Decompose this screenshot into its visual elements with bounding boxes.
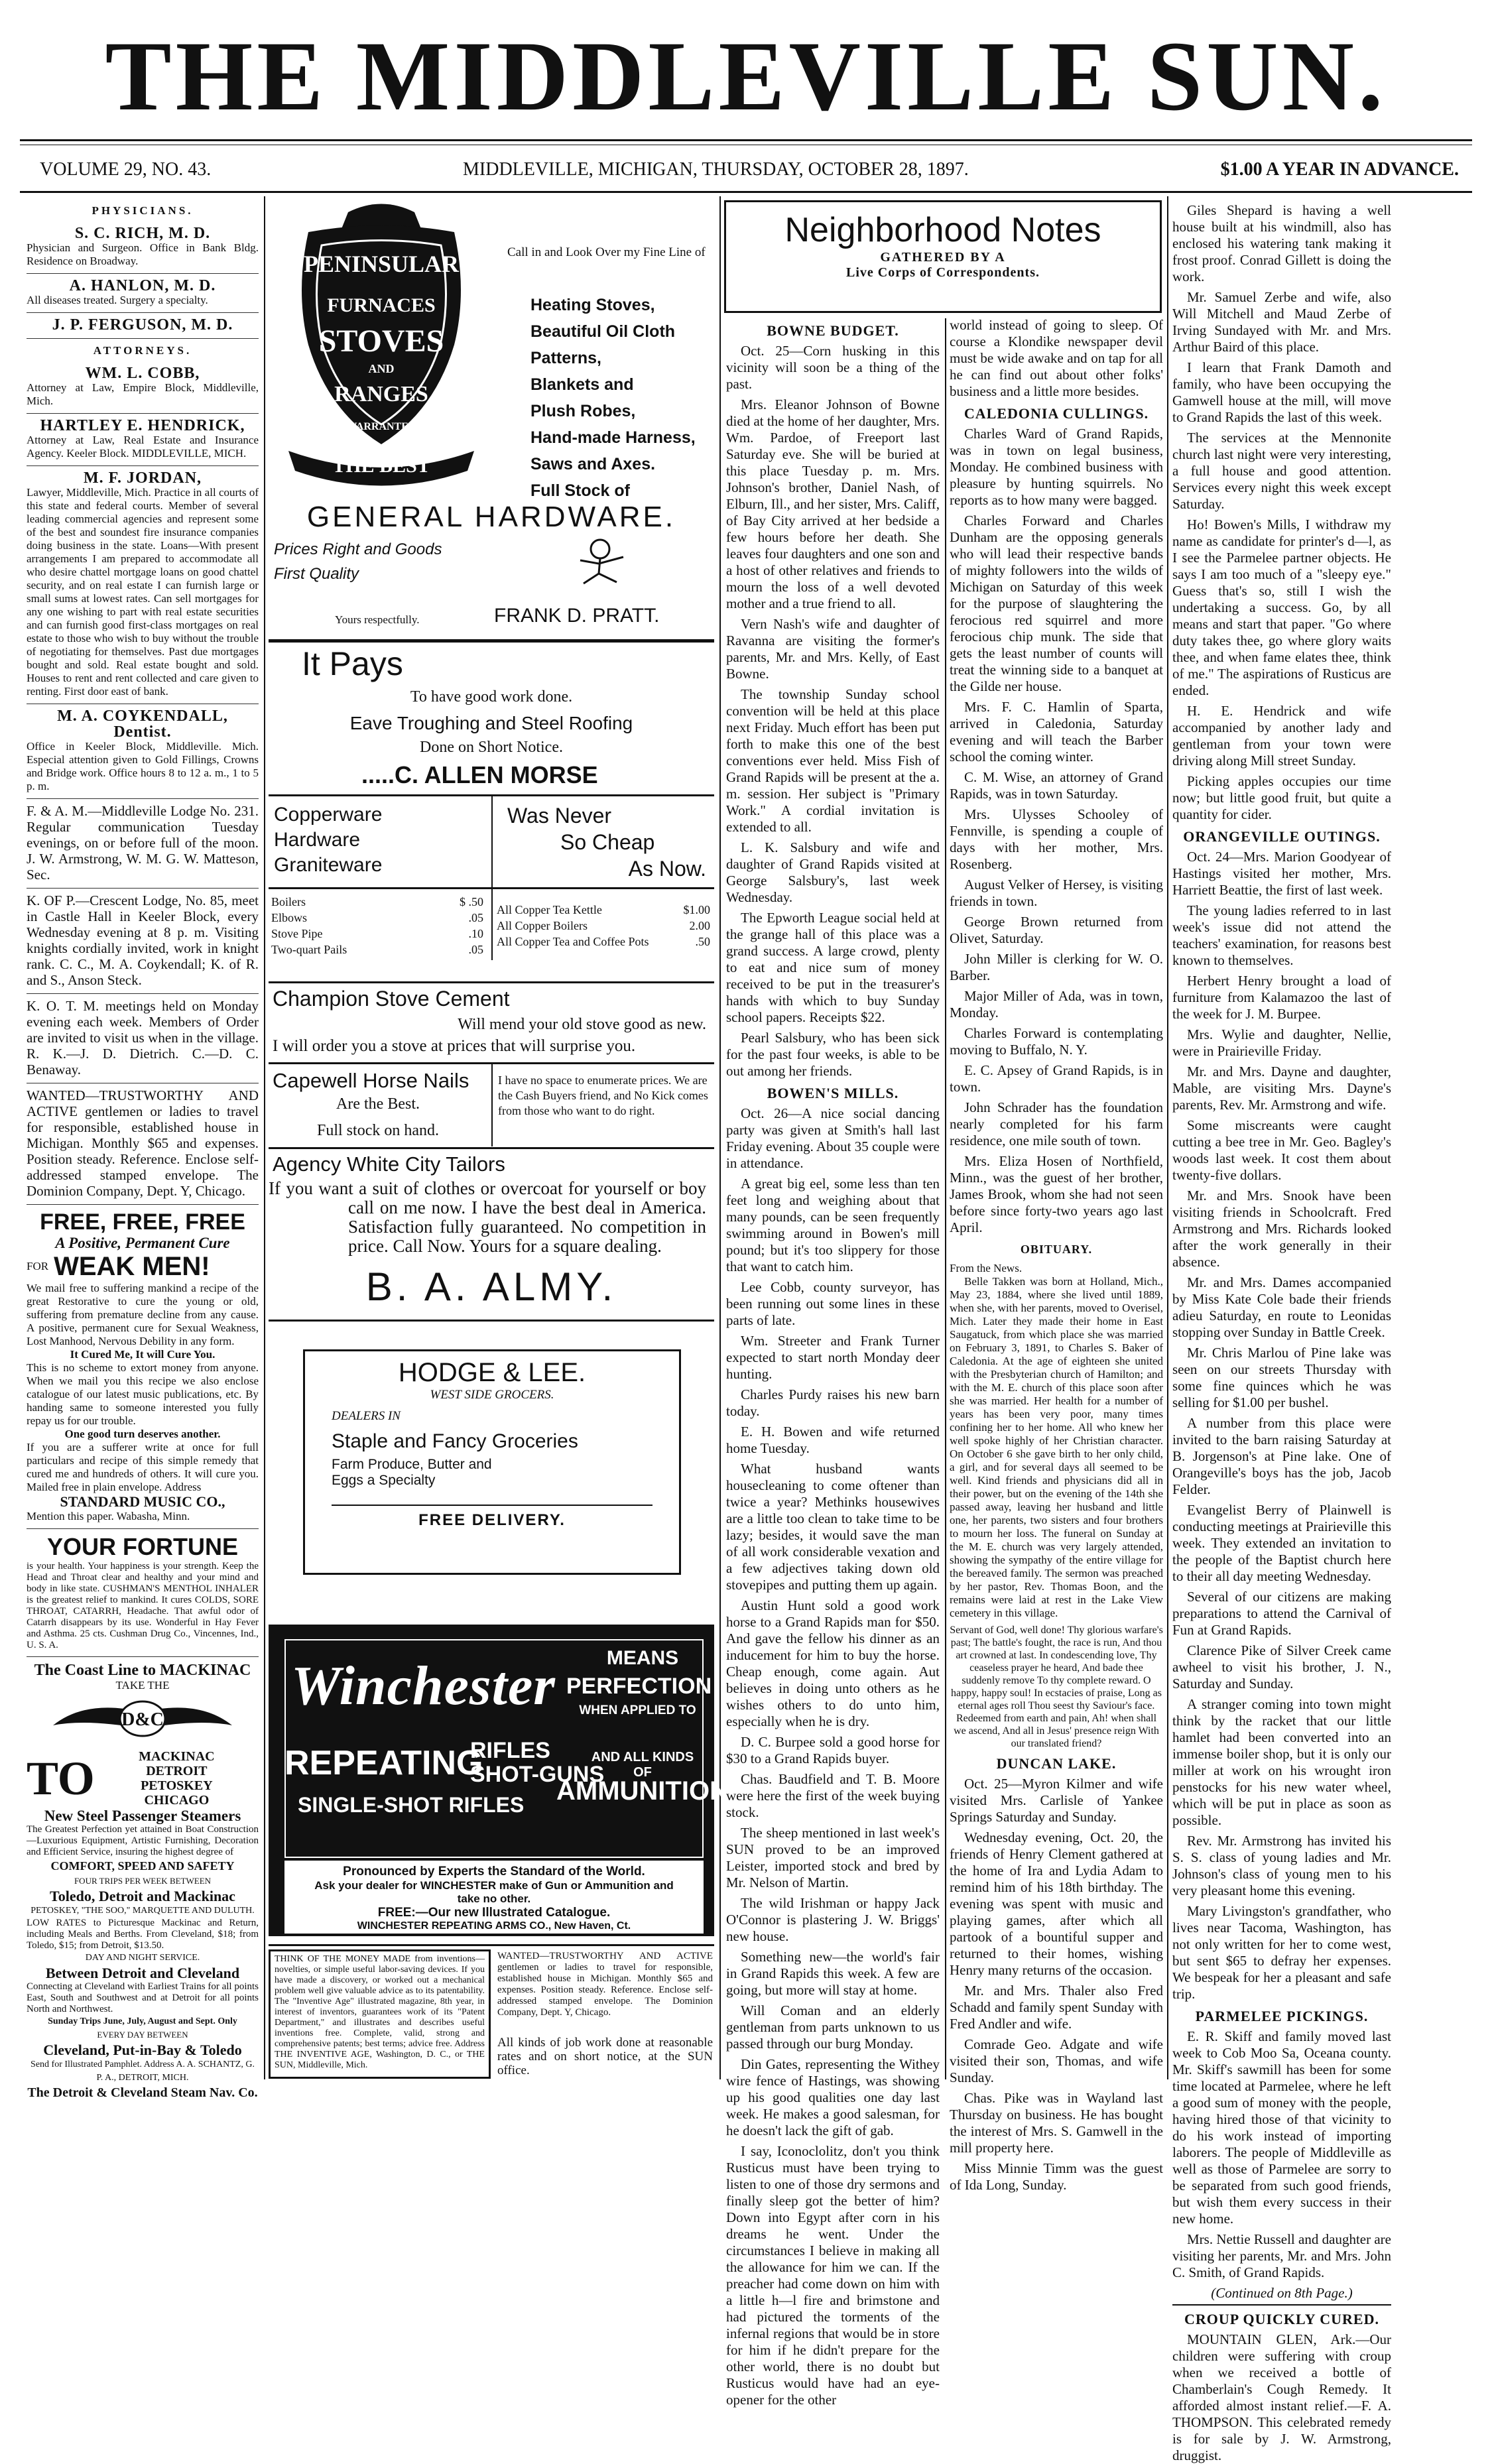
masthead-title: THE MIDDLEVILLE SUN.	[105, 21, 1387, 131]
ware-item: Graniteware	[274, 854, 383, 876]
goods-item: Saws and Axes.	[530, 455, 656, 473]
ad-divider	[491, 1064, 493, 1146]
money-made-ad: THINK OF THE MONEY MADE from inventions—novelties, or simple useful labor-saving devices. If you have made a discovery, or worked out a mechanical problem well give valuable advice as to its patentability. The "Inventive Age" illustrated magazine, 8th year, in interest of inventors, guarantees work of its "Patent Department," and illustrates and describes useful inventions free. Complete, valid, strong and comprehensive patents; best terms; advice free. Address THE INVENTIVE AGE, Washington, D. C., or THE SUN, Middleville, Mich.	[269, 1949, 491, 2079]
price-item: All Copper Tea Kettle	[497, 903, 602, 916]
staple-groceries: Staple and Fancy Groceries	[332, 1430, 578, 1452]
steam-nav-line: The Detroit & Cleveland Steam Nav. Co.	[27, 2085, 258, 2100]
physicians-heading: PHYSICIANS.	[92, 204, 194, 217]
neighborhood-notes-header	[724, 200, 1162, 313]
badge-best-text: THE BEST	[332, 455, 430, 477]
price-item: All Copper Boilers	[497, 919, 588, 932]
take-the-label: TAKE THE	[115, 1679, 170, 1692]
price-row	[497, 934, 710, 950]
pronounced-text: Pronounced by Experts the Standard of the World.	[343, 1865, 645, 1879]
fortune-text: is your health. Your happiness is your strength. Keep the Head and Throat clear and healthy and your mind and body in like state. CUSHMAN'S MENTHOL INHALER is the greatest relief to mankind. It cures COLDS, SORE THROAT, CATARRH, Headache. That awful odor of Catarrh disappears by its use. Wonderful in Hay Fever and Asthma. 25 cts. Cushman Drug Co., Vincennes, Ind., U. S. A.	[27, 1561, 259, 1650]
lodge-fam: F. & A. M.—Middleville Lodge No. 231. Regular communication Tuesday evenings, on or before full of the moon. J. W. Armstrong, W. M. G. W. Matteson, Sec.	[27, 799, 259, 889]
capewell-best: Are the Best.	[336, 1095, 420, 1113]
news-paragraph: The services at the Mennonite church last night were very interesting, a full house and good attention. Services every night this week except Saturday.	[1172, 430, 1391, 512]
capewell-heading: Capewell Horse Nails	[273, 1069, 469, 1092]
badge-furnaces-text: FURNACES	[327, 294, 436, 316]
card-cobb	[27, 361, 259, 414]
bowens-paragraph: Wm. Streeter and Frank Turner expected to start north Monday deer hunting.	[726, 1333, 940, 1382]
steamers-text: The Greatest Perfection yet attained in Boat Construction—Luxurious Equipment, Artistic Furnishing, Decoration and Efficient Service, insuring the highest degree of	[27, 1824, 259, 1857]
bowens-paragraph: I say, Iconoclolitz, don't you think Rusticus must have been trying to listen to one of those dry sermons and finally sleep got the better of him? Down into Egypt after corn in his dreams he went. Under the circumstances I believe in making all the allowance for him we can. If the preacher had come down on him with a little h—l fire and brimstone and had pictured the torments of the infernal regions that would be in store for him if he didn't prepare for the other world, there is no doubt but Rusticus would have had an eye-opener for the other	[726, 2143, 940, 2408]
weak-men-line	[27, 1251, 259, 1282]
reader-text: If you are a sufferer write at once for full particulars and recipe of this simple remedy that cured me and hundreds of others. It will cure you. Mailed free in plain envelope. Address	[27, 1441, 259, 1493]
bowne-paragraph: L. K. Salsbury and wife and daughter of Grand Rapids visited at George Salsbury's, last week Wednesday.	[726, 839, 940, 905]
agency-text: If you want a suit of clothes or overcoat for yourself or boy call on me now. I have the best deal in America. Satisfaction fully guaranteed. No competition in price. Call Now. Yours for a square dealing.	[269, 1178, 706, 1256]
neighborhood-notes-title: Neighborhood Notes	[784, 211, 1101, 249]
price-value: $ .50	[460, 895, 483, 908]
card-name: S. C. RICH, M. D.	[74, 225, 211, 242]
news-paragraph: Mr. Samuel Zerbe and wife, also Will Mitchell and Maud Zerbe of Irving Sundayed with Mr. and Mrs. Arthur Baird of this place.	[1172, 289, 1391, 355]
price-item: Boilers	[271, 895, 306, 908]
caledonia-paragraph: Mrs. Eliza Hosen of Northfield, Minn., was the guest of her brother, James Brook, whom she had not seen before since forty-two years ago last April.	[950, 1153, 1163, 1235]
destination-item: MACKINAC	[139, 1749, 215, 1764]
parmelee-paragraph: Mrs. Nettie Russell and daughter are visiting her parents, Mr. and Mrs. John C. Smith, of Grand Rapids.	[1172, 2231, 1391, 2280]
wanted-ad-1: WANTED—TRUSTWORTHY AND ACTIVE gentlemen or ladies to travel for responsible, established house in Michigan. Monthly $65 and expenses. Position steady. Reference. Enclose self-addressed stamped envelope. The Dominion Company, Dept. Y, Chicago.	[27, 1083, 259, 1205]
card-text: Lawyer, Middleville, Mich. Practice in all courts of this state and federal courts. Member of several leading commercial agencies and represent some of the best and soundest fire insurance companies doing business in the state. Loans—With present arrangements I am prepared to accommodate all who desire chattel mortgage loans on good chattel security, and on real estate I can furnish large or small sums at lowest rates. Can sell mortgages for any one wishing to part with real estate securities and can furnish good first-class mortgages on real estate to those who wish to buy without the trouble of negotiating for themselves. Past due mortgages bought and sold. Real estate bought and sold. Houses to rent and rent collected and care given to renting. First door east of bank.	[27, 486, 259, 698]
free-heading: FREE, FREE, FREE	[40, 1209, 245, 1235]
between-line: Between Detroit and Cleveland	[45, 1965, 240, 1981]
toledo-line: Toledo, Detroit and Mackinac	[50, 1888, 235, 1904]
card-name: M. A. COYKENDALL, Dentist.	[57, 708, 228, 741]
card-text: Attorney at Law, Empire Block, Middleville, Mich.	[27, 381, 259, 407]
almy-signature: B. A. ALMY.	[365, 1264, 617, 1309]
orangeville-paragraph: Mr. and Mrs. Snook have been visiting friends in Schoolcraft. Fred Armstrong and Mrs. Richards looked after the work generally in their absence.	[1172, 1188, 1391, 1270]
subscription-price: $1.00 A YEAR IN ADVANCE.	[1220, 159, 1459, 180]
goods-item: Heating Stoves,	[530, 296, 655, 314]
capewell-stock: Full stock on hand.	[317, 1122, 439, 1139]
card-name: HARTLEY E. HENDRICK,	[40, 417, 245, 434]
price-row	[497, 902, 710, 918]
duncan-paragraph: Chas. Pike was in Wayland last Thursday on business. He has bought the interest of Mrs. S. Gamwell in the mill property here.	[950, 2090, 1163, 2156]
volume-number: VOLUME 29, NO. 43.	[40, 159, 212, 180]
good-turn-line: One good turn deserves another.	[64, 1428, 221, 1440]
caledonia-paragraph: August Velker of Hersey, is visiting friends in town.	[950, 877, 1163, 909]
ad-divider	[491, 794, 493, 887]
ware-list	[274, 802, 382, 878]
caledonia-paragraph: C. M. Wise, an attorney of Grand Rapids, was in town Saturday.	[950, 769, 1163, 802]
bowne-paragraph: Pearl Salsbury, who has been sick for the past four weeks, is able to be out among her friends.	[726, 1030, 940, 1079]
card-name: A. HANLON, M. D.	[69, 277, 216, 294]
croup-paragraph: MOUNTAIN GLEN, Ark.—Our children were suffering with croup when we received a bottle of Chamberlain's Cough Remedy. It afforded almost instant relief.—F. A. THOMPSON. This celebrated remedy is for sale by J. W. Armstrong, druggist.	[1172, 2331, 1391, 2463]
price-list-left	[271, 894, 483, 957]
was-never-cheap	[507, 802, 706, 882]
badge-stoves-text: STOVES	[318, 324, 444, 359]
ask-dealer-text: Ask your dealer for WINCHESTER make of Gun or Ammunition and take no other.	[314, 1879, 674, 1905]
caledonia-heading: CALEDONIA CULLINGS.	[964, 405, 1149, 422]
price-value: .05	[468, 911, 483, 924]
free-delivery: FREE DELIVERY.	[332, 1505, 653, 1530]
when-applied-text: WHEN APPLIED TO	[579, 1703, 696, 1717]
price-row	[497, 918, 710, 934]
price-value: .50	[695, 935, 710, 948]
coast-line-title: The Coast Line to MACKINAC	[34, 1662, 251, 1679]
badge-top-text: PENINSULAR	[303, 251, 460, 277]
orangeville-paragraph: Oct. 24—Mrs. Marion Goodyear of Hastings visited her mother, Mrs. Harriett Beattie, the first of last week.	[1172, 849, 1391, 898]
svg-text:D&C: D&C	[121, 1709, 164, 1730]
winchester-ad	[269, 1625, 729, 1936]
done-short-notice: Done on Short Notice.	[420, 739, 563, 756]
bowens-paragraph: Oct. 26—A nice social dancing party was given at Smith's hall last Friday evening. About 35 couple were in attendance.	[726, 1105, 940, 1171]
ammunition-text: AMMUNITION	[556, 1776, 729, 1806]
hodge-lee-ad	[303, 1349, 681, 1575]
gathered-by: GATHERED BY A	[880, 250, 1006, 265]
peninsular-badge-icon	[269, 199, 494, 491]
bowens-paragraph: Will Coman and an elderly gentleman from parts unknown to us passed through our burg Monday.	[726, 2002, 940, 2052]
steamer-crest-icon	[27, 1692, 259, 1745]
badge-ranges-text: RANGES	[334, 382, 428, 406]
day-night-line: DAY AND NIGHT SERVICE.	[85, 1953, 200, 1963]
card-text: Physician and Surgeon. Office in Bank Bldg. Residence on Broadway.	[27, 241, 259, 267]
yours-respectfully: Yours respectfully.	[335, 613, 420, 626]
for-label: FOR	[27, 1260, 49, 1272]
caledonia-paragraph: John Schrader has the foundation nearly completed for his farm residence, one mile south of town.	[950, 1099, 1163, 1148]
champion-text-1: Will mend your old stove good as new.	[458, 1016, 706, 1033]
destination-item: CHICAGO	[144, 1793, 210, 1808]
orangeville-heading: ORANGEVILLE OUTINGS.	[1183, 828, 1381, 845]
bowens-paragraph: The sheep mentioned in last week's SUN proved to be an improved Leister, imported stock and bred by Mr. Nelson of Martin.	[726, 1825, 940, 1890]
card-text: Office in Keeler Block, Middleville. Mich. Especial attention given to Gold Fillings, Crowns and Bridge work. Office hours 8 to 12 a. m., 1 to 5 p. m.	[27, 740, 259, 792]
news-paragraph: Ho! Bowen's Mills, I withdraw my name as candidate for printer's d—l, as I see the Parmelee partner objects. He says I am too much of a "sleepy eye." Guess that's so, still I wish the undertaking a success. Go, by all means and start that paper. "Go where duty takes thee, go where glory waits thee, and when fame elates thee, think of me." The aspirations of Rusticus are ended.	[1172, 517, 1391, 698]
news-paragraph: Picking apples occupies our time now; but little good fruit, but quite a quantity for cider.	[1172, 773, 1391, 822]
running-figure-icon	[560, 537, 633, 590]
to-label: TO	[27, 1752, 95, 1805]
shotguns-text: SHOT-GUNS	[470, 1762, 605, 1787]
west-side-grocers: WEST SIDE GROCERS.	[430, 1388, 554, 1402]
ware-item: Copperware	[274, 804, 383, 826]
farm-produce: Farm Produce, Butter and Eggs a Specialty	[332, 1457, 492, 1488]
mackinac-ad	[27, 1657, 259, 2101]
orangeville-paragraph: Mr. and Mrs. Dames accompanied by Miss Kate Cole bade their friends adieu Saturday, en route to Leonidas stopping over Sunday in Battle Creek.	[1172, 1274, 1391, 1340]
duncan-paragraph: Oct. 25—Myron Kilmer and wife visited Mrs. Carlisle of Yankee Springs Saturday and Sunday.	[950, 1776, 1163, 1825]
obituary-heading: OBITUARY.	[1020, 1243, 1093, 1256]
goods-item: Beautiful Oil Cloth	[530, 322, 676, 341]
lodge-kotm: K. O. T. M. meetings held on Monday evening each week. Members of Order are invited to visit us when in the village. R. K.—J. D. Dietrich. C.—D. C. Benaway.	[27, 994, 259, 1083]
continued-notice: (Continued on 8th Page.)	[1172, 2285, 1391, 2306]
orangeville-paragraph: Evangelist Berry of Plainwell is conducting meetings at Prairieville this week. They extended an invitation to the people of the Baptist church here to their all day meeting Wednesday.	[1172, 1502, 1391, 1584]
duncan-paragraph: Wednesday evening, Oct. 20, the friends of Henry Clement gathered at the home of Ira and Lydia Adam to remind him of his 18th birthday. The evening was spent with music and playing games, after which all partook of a bountiful supper and returned to their homes, wishing Henry many returns of the occasion.	[950, 1829, 1163, 1978]
orangeville-paragraph: Rev. Mr. Armstrong has invited his S. S. class of young ladies and Mr. Johnson's class of young men to his very pleasant home this evening.	[1172, 1833, 1391, 1898]
means-text: MEANS	[606, 1647, 679, 1669]
caledonia-paragraph: E. C. Apsey of Grand Rapids, is in town.	[950, 1062, 1163, 1095]
goods-item: Plush Robes,	[530, 402, 636, 420]
column-professional-cards	[27, 199, 259, 2100]
price-item: All Copper Tea and Coffee Pots	[497, 935, 649, 948]
price-value: .10	[468, 927, 483, 940]
bowens-paragraph: Lee Cobb, county surveyor, has been running out some lines in these parts of late.	[726, 1279, 940, 1328]
from-news: From the News.	[950, 1262, 1023, 1274]
ad-rule	[269, 1944, 714, 1946]
was-never: Was Never	[507, 804, 612, 828]
orangeville-paragraph: Mrs. Wylie and daughter, Nellie, were in Prairieville Friday.	[1172, 1026, 1391, 1059]
masthead-rule-top	[20, 139, 1472, 141]
bowens-paragraph: Something new—the world's fair in Grand Rapids this week. A few are going, but more will stay at home.	[726, 1949, 940, 1998]
bowne-paragraph: The township Sunday school convention will be held at this place next Friday. Much effort has been put forth to make this one of the best conventions ever held. Miss Fish of Grand Rapids will be present at the a. m. session. Her subject is "Primary Work." A cordial invitation is extended to all.	[726, 686, 940, 835]
between-text: Connecting at Cleveland with Earliest Trains for all points East, South and Southwest and at Detroit for all points North and Northwest.	[27, 1981, 259, 2014]
music-co-name: STANDARD MUSIC CO.,	[60, 1493, 225, 1510]
hodge-lee-name: HODGE & LEE.	[398, 1358, 586, 1387]
bowens-paragraph: E. H. Bowen and wife returned home Tuesday.	[726, 1424, 940, 1456]
call-in-text: Call in and Look Over my Fine Line of	[507, 245, 706, 259]
winchester-logo: Winchester	[291, 1655, 556, 1717]
card-text: All diseases treated. Surgery a specialty.	[27, 294, 208, 306]
winchester-footer	[284, 1861, 704, 1934]
scheme-text: This is no scheme to extort money from anyone. When we mail you this recipe we also enclose catalogue of our latest music publications, etc. By handing same to someone interested you fully repay us for our trouble.	[27, 1361, 259, 1427]
bowens-paragraph: A great big eel, some less than ten feet long and weighing about that many pounds, can be seen frequently swimming around in Bowen's mill pound; but it's too slippery for those that want to catch him.	[726, 1176, 940, 1274]
bowens-paragraph: Din Gates, representing the Withey wire fence of Hastings, was showing up his good qualities one day last week. He makes a good salesman, for he doesn't lack the gift of gab.	[726, 2056, 940, 2138]
rifles-text: RIFLES	[470, 1738, 550, 1763]
perfection-text: PERFECTION	[566, 1674, 712, 1699]
bowne-paragraph: Vern Nash's wife and daughter of Ravanna are visiting the former's parents, Mr. and Mrs. Kelly, of East Bowne.	[726, 616, 940, 682]
bowne-paragraph: Mrs. Eleanor Johnson of Bowne died at the home of her daughter, Mrs. Wm. Pardoe, of Freeport last Saturday eve. She will be buried at this place Tuesday p. m. Mrs. Johnson's brother, Daniel Nash, of Elburn, Ill., and her sister, Mrs. Califf, of Bay City arrived at her bedside a few hours before her death. She leaves four daughters and one son and a host of other relatives and friends to mourn the loss of a well devoted mother and a true friend to all.	[726, 397, 940, 611]
caledonia-paragraph: Mrs. Ulysses Schooley of Fennville, is spending a couple of days with her mother, Mrs. Rosenberg.	[950, 806, 1163, 872]
dateline	[40, 159, 1459, 186]
music-co-location: Mention this paper. Wabasha, Minn.	[27, 1510, 190, 1522]
duncan-paragraph: Miss Minnie Timm was the guest of Ida Long, Sunday.	[950, 2160, 1163, 2193]
badge-and-text: AND	[368, 362, 395, 375]
card-hendrick	[27, 414, 259, 466]
it-pays-heading: It Pays	[302, 645, 403, 682]
card-hanlon	[27, 274, 259, 313]
live-corps: Live Corps of Correspondents.	[846, 265, 1040, 280]
bowens-paragraph: Austin Hunt sold a good work horse to a Grand Rapids man for $50. And gave the fellow his dinner as an inducement for him to buy the horse. Cheap enough, come again. Aut believes in doing unto others as he wishes others to do unto him, especially when he is dry.	[726, 1597, 940, 1729]
bowens-paragraph: D. C. Burpee sold a good horse for $30 to a Grand Rapids buyer.	[726, 1734, 940, 1766]
card-name: M. F. JORDAN,	[83, 469, 202, 487]
card-text: Attorney at Law, Real Estate and Insurance Agency. Keeler Block. MIDDLEVILLE, MICH.	[27, 434, 259, 460]
card-name: J. P. FERGUSON, M. D.	[52, 316, 233, 334]
four-trips-line: FOUR TRIPS PER WEEK BETWEEN	[74, 1876, 212, 1886]
price-item: Stove Pipe	[271, 927, 323, 940]
destination-item: PETOSKEY	[141, 1778, 213, 1793]
price-list-right	[497, 902, 710, 950]
agency-heading: Agency White City Tailors	[273, 1152, 505, 1176]
good-work-text: To have good work done.	[410, 688, 573, 706]
ad-rule	[269, 981, 714, 983]
no-space-text: I have no space to enumerate prices. We are the Cash Buyers friend, and No Kick comes from those who want to do right.	[498, 1074, 708, 1117]
wanted-ad-2: WANTED—TRUSTWORTHY AND ACTIVE gentlemen or ladies to travel for responsible, established house in Michigan. Monthly $65 and expenses. Position steady. Reference. Enclose self-addressed stamped envelope. The Dominion Company, Dept. Y, Chicago.	[497, 1951, 713, 2018]
news-paragraph: Giles Shepard is having a well house built at his windmill, also has enclosed his watering tank making it frost proof. Conrad Gillett is doing the work.	[1172, 202, 1391, 284]
caledonia-paragraph: Mrs. F. C. Hamlin of Sparta, arrived in Caledonia, Saturday evening and will teach the Barber school the coming winter.	[950, 699, 1163, 765]
pratt-hardware-ad	[269, 199, 714, 637]
goods-item: Hand-made Harness,	[530, 428, 696, 447]
attorneys-heading: ATTORNEYS.	[93, 344, 192, 357]
morse-ad	[269, 645, 714, 989]
bowens-paragraph: Charles Purdy raises his new barn today.	[726, 1386, 940, 1419]
caledonia-paragraph: Charles Ward of Grand Rapids, was in town on legal business, Monday. He combined business with pleasure by hunting squirrels. No reports as to how many were bagged.	[950, 426, 1163, 508]
caledonia-paragraph: Major Miller of Ada, was in town, Monday.	[950, 988, 1163, 1020]
destination-item: DETROIT	[146, 1764, 208, 1778]
low-rates-text: LOW RATES to Picturesque Mackinac and Return, including Meals and Berths. From Cleveland, $18; from Toledo, $15; from Detroit, $13.50.	[27, 1918, 259, 1951]
eave-troughing-text: Eave Troughing and Steel Roofing	[349, 713, 633, 733]
card-name: WM. L. COBB,	[85, 365, 200, 382]
petoskey-line: PETOSKEY, "THE SOO," MARQUETTE AND DULUTH.	[31, 1906, 255, 1916]
pratt-signature: FRANK D. PRATT.	[494, 605, 660, 627]
to-destinations	[27, 1749, 259, 1808]
orangeville-paragraph: The young ladies referred to in last week's issue did not attend the teachers' examination, for reasons best known to themselves.	[1172, 902, 1391, 968]
comfort-line: COMFORT, SPEED AND SAFETY	[50, 1859, 235, 1873]
ad-rule	[269, 1320, 714, 1322]
arms-co-text: WINCHESTER REPEATING ARMS CO., New Haven, Ct.	[357, 1920, 631, 1932]
repeating-text: REPEATING	[284, 1744, 483, 1782]
free-subheading: A Positive, Permanent Cure	[55, 1235, 230, 1251]
goods-item: Full Stock of	[530, 481, 630, 500]
put-in-bay-line: Cleveland, Put-in-Bay & Toledo	[43, 2042, 242, 2058]
orangeville-paragraph: Mr. Chris Marlou of Pine lake was seen on our streets Thursday with some fine quinces which he was selling for $1.00 per bushel.	[1172, 1345, 1391, 1410]
orangeville-paragraph: Mr. and Mrs. Dayne and daughter, Mable, are visiting Mrs. Dayne's parents, Rev. Mr. Armstrong and wife.	[1172, 1064, 1391, 1113]
parmelee-heading: PARMELEE PICKINGS.	[1195, 2008, 1369, 2024]
bowne-paragraph: Oct. 25—Corn husking in this vicinity will soon be a thing of the past.	[726, 343, 940, 392]
goods-item: Patterns,	[530, 349, 601, 367]
duncan-lake-heading: DUNCAN LAKE.	[996, 1755, 1117, 1772]
champion-heading: Champion Stove Cement	[273, 987, 510, 1011]
orangeville-paragraph: Several of our citizens are making preparations to attend the Carnival of Fun at Grand Rapids.	[1172, 1589, 1391, 1638]
weak-men-heading: WEAK MEN!	[54, 1252, 210, 1281]
obituary-text: Belle Takken was born at Holland, Mich., May 23, 1884, where she lived until 1889, when she, with her parents, moved to Overisel, Mich. Later they made their home in East Saugatuck, from which place she was married on February 3, 1891, to Charles S. Baker of Caledonia. At the age of eighteen she united with the Presbyterian church of Hamilton; and with the M. E. church of this place soon after she was married. Her health for a number of years has been very poor, many times confining her to her home. All who knew her well spoke highly of her Christian character. On October 6 she gave birth to her only child, a girl, and for several days all seemed to be well. Kind friends and physicians did all in their power, but on the evening of the 14th she passed away, leaving her husband and little one, her parents, two sisters and four brothers to mourn her loss. The funeral on Sunday at the M. E. church was very largely attended, showing the sympathy of the entire village for the bereaved family. The sermon was preached by her pastor, Rev. Thomas Boon, and the remains were laid at rest in the Lake View cemetery in this village.	[950, 1275, 1163, 1619]
price-row	[271, 910, 483, 926]
caledonia-paragraph: George Brown returned from Olivet, Saturday.	[950, 914, 1163, 946]
prices-right-text: Prices Right and Goods	[274, 540, 442, 558]
sunday-trips-line: Sunday Trips June, July, August and Sept. Only	[48, 2016, 237, 2026]
price-value: 2.00	[689, 919, 710, 932]
caledonia-paragraph: Charles Forward is contemplating moving to Buffalo, N. Y.	[950, 1025, 1163, 1058]
obituary-verse: Servant of God, well done! Thy glorious warfare's past; The battle's fought, the race is run, And thou art crowned at last. In condescending love, Thy ceaseless prayer he heard, And bade thee suddenly remove To thy complete reward. O happy, happy soul! In ecstacies of praise, Long as eternal ages roll Thou seest thy Saviour's face. Redeemed from earth and pain, Ah! when shall we ascend, And all in Jesus' presence reign With our translated friend?	[950, 1625, 1163, 1749]
column-divider-3	[945, 318, 946, 2079]
caledonia-paragraph: John Miller is clerking for W. O. Barber.	[950, 951, 1163, 983]
ware-item: Hardware	[274, 829, 361, 851]
column-neighborhood-3	[1172, 202, 1391, 2463]
orangeville-paragraph: A number from this place were invited to the barn raising Saturday at B. Jorgenson's at Pine lake. One of Orangeville's boys has the job, Jacob Felder.	[1172, 1415, 1391, 1497]
masthead-rule-bottom	[20, 191, 1472, 193]
ad-divider	[491, 887, 493, 960]
champion-text-2: I will order you a stove at prices that will surprise you.	[273, 1037, 636, 1055]
price-item: Two-quart Pails	[271, 943, 347, 956]
continued-paragraph: world instead of going to sleep. Of course a Klondike newspaper devil must be wide awake and on tap for all he can find out about other folks' business and a little more besides.	[950, 317, 1163, 399]
price-row	[271, 894, 483, 910]
price-row	[271, 926, 483, 942]
card-jordan	[27, 466, 259, 704]
badge-warranted-text: WARRANTED	[346, 421, 416, 432]
bowens-paragraph: The wild Irishman or happy Jack O'Connor is plastering J. W. Briggs' new house.	[726, 1895, 940, 1944]
bowens-paragraph: What husband wants housecleaning to come oftener than twice a year? Methinks housewives are a little too clean to take time to be lazy; besides, it would save the man of all work considerable vexation and a few adjectives taking down old stovepipes and putting them up again.	[726, 1461, 940, 1593]
single-shot-text: SINGLE-SHOT RIFLES	[298, 1793, 525, 1817]
news-paragraph: I learn that Frank Damoth and family, who have been occupying the Gamwell house at the mill, will move to Grand Rapids the last of this week.	[1172, 359, 1391, 425]
bowens-paragraph: Chas. Baudfield and T. B. Moore were here the first of the week buying stock.	[726, 1771, 940, 1820]
ad-rule	[269, 639, 714, 643]
goods-item: Blankets and	[530, 375, 634, 394]
morse-signature: .....C. ALLEN MORSE	[361, 761, 598, 788]
card-ferguson	[27, 313, 259, 339]
caledonia-paragraph: Charles Forward and Charles Dunham are the opposing generals who will lead their respective bands of mighty followers into the wilds of Michigan on Saturday of this week for the purpose of slaughtering the ferocious red squirrel and more ferocious chip munk. The side that gets the least number of counts will treat the winning side to a banquet at the Gilde ner house.	[950, 513, 1163, 694]
price-row	[271, 942, 483, 957]
ad-rule	[269, 1147, 714, 1149]
destination-list	[95, 1749, 259, 1808]
bowens-mills-heading: BOWEN'S MILLS.	[767, 1085, 899, 1101]
steamers-heading: New Steel Passenger Steamers	[44, 1808, 241, 1824]
orangeville-paragraph: Clarence Pike of Silver Creek came awheel to visit his brother, J. N., Saturday and Sunday.	[1172, 1642, 1391, 1692]
news-paragraph: H. E. Hendrick and wife accompanied by another lady and gentleman from your town were driving along Mill street Sunday.	[1172, 703, 1391, 769]
weak-men-text: We mail free to suffering mankind a recipe of the great Restorative to cure the young or old, suffering from premature decline from any cause. A positive, permanent cure for Sexual Weakness, Lost Manhood, Nervous Debility in any form.	[27, 1282, 259, 1347]
all-kinds-text: AND ALL KINDS OF	[591, 1750, 694, 1780]
first-quality-text: First Quality	[274, 565, 359, 583]
price-value: .05	[468, 943, 483, 956]
parmelee-paragraph: E. R. Skiff and family moved last week to Cob Moo Sa, Oceana county. Mr. Skiff's sawmill has been for some time located at Parmelee, where he left a good sum of money with the people, having hired those of that vicinity to do his work instead of importing laborers. The people of Middleville as well as those of Parmelee are sorry to be separated from such good friends, but wish them every success in their new home.	[1172, 2028, 1391, 2227]
place-date: MIDDLEVILLE, MICHIGAN, THURSDAY, OCTOBER 28, 1897.	[463, 159, 969, 180]
so-cheap: So Cheap	[560, 830, 655, 854]
card-coykendall	[27, 704, 259, 799]
column-neighborhood-1	[726, 317, 940, 2408]
column-neighborhood-2	[950, 317, 1163, 2193]
price-value: $1.00	[683, 903, 710, 916]
lodge-kp: K. OF P.—Crescent Lodge, No. 85, meet in Castle Hall in Keeler Block, every Wednesday evening at 8 p. m. Visiting knights cordially invited, work in knight rank. C. C., M. A. Coykendall; K. of R. and S., Anson Steck.	[27, 889, 259, 994]
bowne-paragraph: The Epworth League social held at the grange hall of this place was a grand success. A large crowd, plenty to eat and nice sum of money received to be put in the treasurer's hands with which to buy Sunday school papers. Receipts $22.	[726, 910, 940, 1025]
croup-heading: CROUP QUICKLY CURED.	[1184, 2311, 1379, 2327]
column-divider-1	[264, 196, 265, 2079]
fortune-heading: YOUR FORTUNE	[47, 1533, 238, 1560]
as-now: As Now.	[628, 857, 706, 881]
orangeville-paragraph: A stranger coming into town might think by the racket that our little hamlet had been converted into an immense boiler shop, but it is only our miller at work on his wrought iron penstocks for his new water wheel, which will be put in place as soon as possible.	[1172, 1696, 1391, 1828]
orangeville-paragraph: Some miscreants were caught cutting a bee tree in Mr. Geo. Bagley's woods last week. It cost them about twenty-five dollars.	[1172, 1117, 1391, 1183]
dealers-in: DEALERS IN	[332, 1409, 401, 1423]
job-work-notice: All kinds of job work done at reasonable rates and on short notice, at the SUN office.	[497, 2036, 713, 2077]
goods-list	[530, 292, 716, 504]
orangeville-paragraph: Mary Livingston's grandfather, who lives near Tacoma, Washington, has not only written for her to come west, but sent $65 to defray her expenses. We bespeak for her a pleasant and safe trip.	[1172, 1903, 1391, 2002]
every-day-line: EVERY DAY BETWEEN	[97, 2030, 188, 2040]
duncan-paragraph: Comrade Geo. Adgate and wife visited their son, Thomas, and wife Sunday.	[950, 2036, 1163, 2085]
bowne-heading: BOWNE BUDGET.	[767, 322, 899, 339]
general-hardware-heading: GENERAL HARDWARE.	[306, 501, 676, 533]
free-cure-ad	[27, 1205, 259, 1529]
free-catalogue-text: FREE:—Our new Illustrated Catalogue.	[377, 1906, 611, 1920]
cured-line: It Cured Me, It will Cure You.	[70, 1348, 216, 1361]
orangeville-paragraph: Herbert Henry brought a load of furniture from Kalamazoo the last of the week for J. M. Burpee.	[1172, 973, 1391, 1022]
send-for-line: Send for Illustrated Pamphlet. Address A. A. SCHANTZ, G. P. A., DETROIT, MICH.	[31, 2060, 255, 2083]
fortune-ad	[27, 1529, 259, 1657]
column-ads	[269, 199, 729, 2082]
column-divider-4	[1167, 196, 1168, 2079]
price-item: Elbows	[271, 911, 307, 924]
card-rich	[27, 221, 259, 274]
duncan-paragraph: Mr. and Mrs. Thaler also Fred Schadd and family spent Sunday with Fred Andler and wife.	[950, 1983, 1163, 2032]
